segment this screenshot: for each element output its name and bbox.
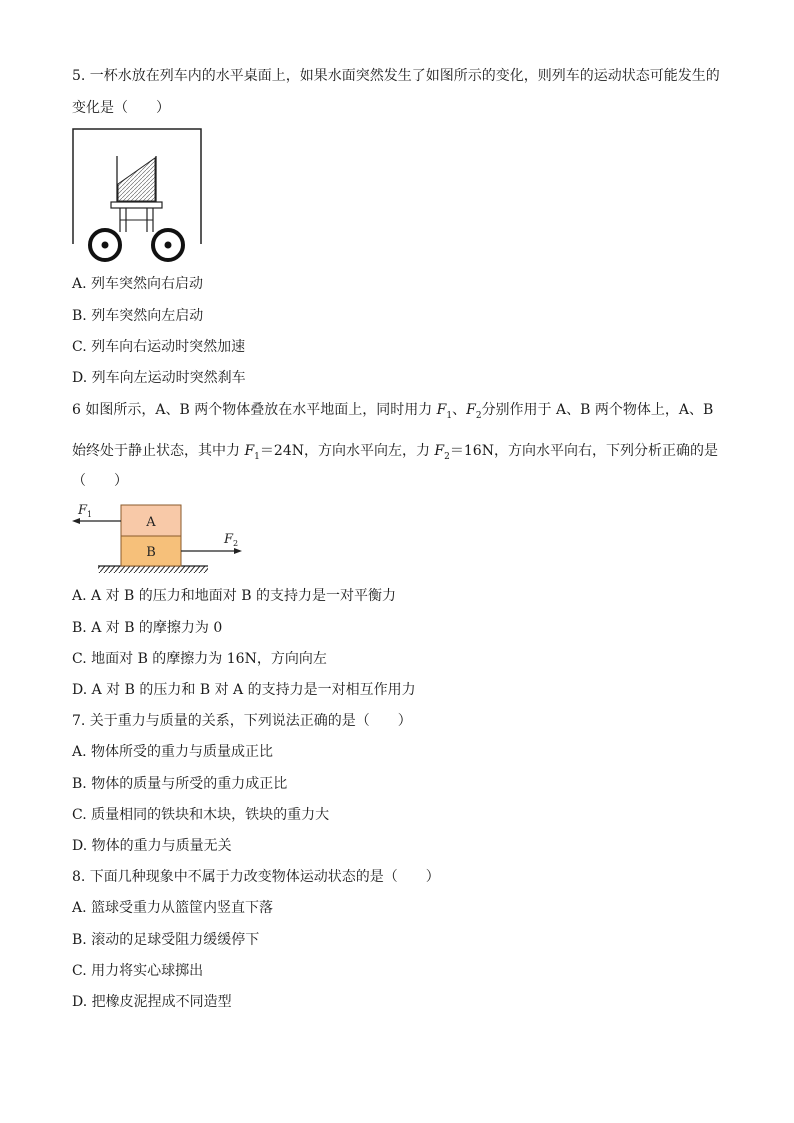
q6-stem-line-1: 6 如图所示，A、B 两个物体叠放在水平地面上，同时用力 $F_1$、$F_2$分别作用于 A、B 两个物体上，A、B bbox=[72, 402, 714, 421]
q5-option-a: A. 列车突然向右启动 bbox=[72, 276, 204, 292]
q6-option-b: B. A 对 B 的摩擦力为 0 bbox=[72, 620, 223, 636]
block-a-label: A bbox=[146, 515, 156, 530]
q6-option-a: A. A 对 B 的压力和地面对 B 的支持力是一对平衡力 bbox=[72, 588, 396, 604]
q7-option-d: D. 物体的重力与质量无关 bbox=[72, 838, 232, 854]
q7-option-a: A. 物体所受的重力与质量成正比 bbox=[72, 744, 274, 760]
q6-stem-line-3: （ ） bbox=[72, 473, 128, 489]
q6-option-c: C. 地面对 B 的摩擦力为 16N，方向向左 bbox=[72, 651, 327, 667]
q5-option-b: B. 列车突然向左启动 bbox=[72, 308, 204, 324]
water-surface bbox=[118, 158, 155, 201]
q5-option-d: D. 列车向左运动时突然刹车 bbox=[72, 370, 246, 386]
q5-option-c: C. 列车向右运动时突然加速 bbox=[72, 339, 246, 355]
q5-train-figure bbox=[70, 126, 206, 266]
left-wheel bbox=[90, 230, 120, 260]
q8-option-d: D. 把橡皮泥捏成不同造型 bbox=[72, 994, 232, 1010]
q8-option-c: C. 用力将实心球掷出 bbox=[72, 963, 204, 979]
q6-blocks-figure bbox=[70, 500, 250, 578]
table-top bbox=[111, 202, 162, 208]
right-wheel bbox=[153, 230, 183, 260]
q8-option-b: B. 滚动的足球受阻力缓缓停下 bbox=[72, 932, 260, 948]
q8-option-a: A. 篮球受重力从篮筐内竖直下落 bbox=[72, 900, 274, 916]
ground-hatch bbox=[98, 566, 208, 573]
q6-option-d: D. A 对 B 的压力和 B 对 A 的支持力是一对相互作用力 bbox=[72, 682, 416, 698]
q5-stem-line-1: 5. 一杯水放在列车内的水平桌面上，如果水面突然发生了如图所示的变化，则列车的运动状态可能发生的 bbox=[72, 68, 720, 84]
block-b-label: B bbox=[146, 545, 156, 560]
q8-stem: 8. 下面几种现象中不属于力改变物体运动状态的是（ ） bbox=[72, 869, 440, 885]
q5-stem-line-2: 变化是（ ） bbox=[72, 100, 170, 116]
q7-stem: 7. 关于重力与质量的关系，下列说法正确的是（ ） bbox=[72, 713, 412, 729]
q6-stem-line-2: 始终处于静止状态，其中力 $F_1=24N$，方向水平向左，力 $F_2=16N$，方向水平向右，下列分析正确的是 bbox=[72, 443, 718, 462]
f2-label: $F_2$ bbox=[224, 532, 239, 548]
q7-option-c: C. 质量相同的铁块和木块，铁块的重力大 bbox=[72, 807, 330, 823]
q7-option-b: B. 物体的质量与所受的重力成正比 bbox=[72, 776, 288, 792]
f1-label: $F_1$ bbox=[78, 503, 93, 519]
